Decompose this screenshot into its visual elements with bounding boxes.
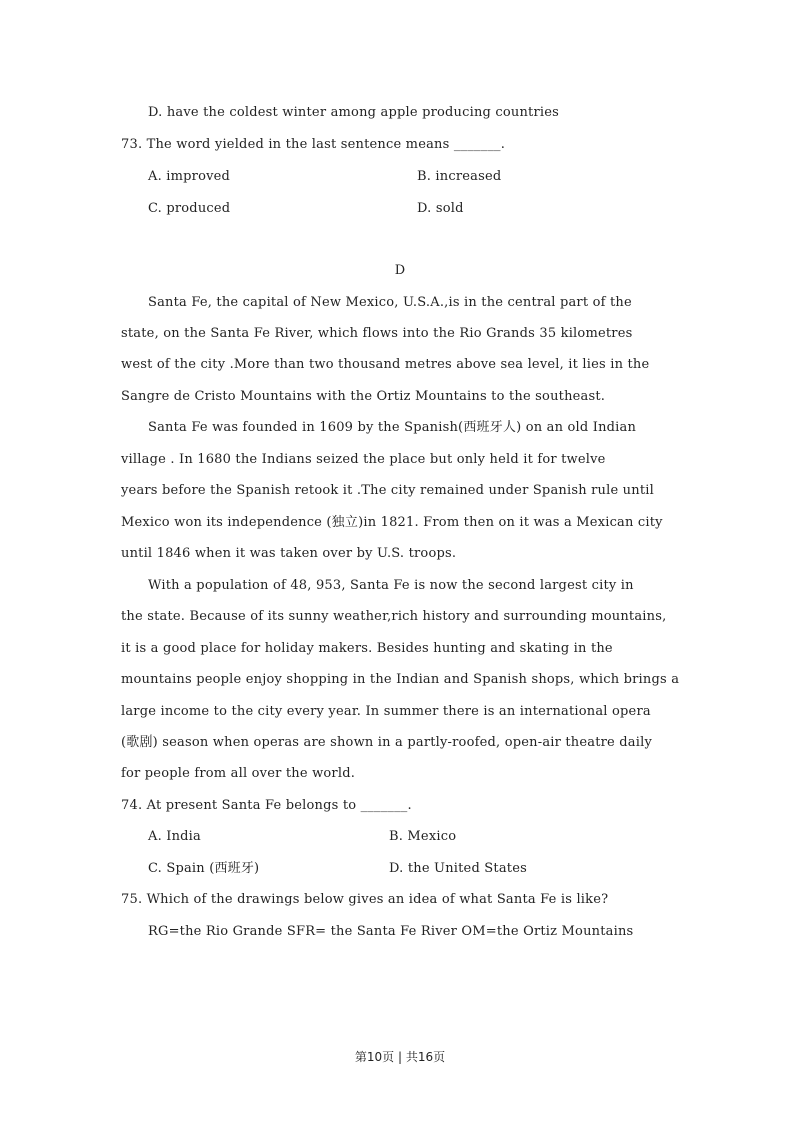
q72-option-d: D. have the coldest winter among apple producing countries — [148, 105, 560, 120]
passage-line: it is a good place for holiday makers. Besides hunting and skating in the — [121, 641, 613, 656]
passage-line: years before the Spanish retook it .The city remained under Spanish rule until — [121, 483, 654, 498]
q75-stem: 75. Which of the drawings below gives an idea of what Santa Fe is like? — [121, 892, 609, 907]
passage-line: the state. Because of its sunny weather,rich history and surrounding mountains, — [121, 609, 667, 624]
passage-line: village . In 1680 the Indians seized the place but only held it for twelve — [121, 452, 606, 467]
q75-note: RG=the Rio Grande SFR= the Santa Fe River OM=the Ortiz Mountains — [148, 924, 634, 939]
q73-stem: 73. The word yielded in the last sentence means _______. — [121, 137, 506, 152]
passage-line: until 1846 when it was taken over by U.S. troops. — [121, 546, 457, 561]
passage-line: Santa Fe was founded in 1609 by the Spanish(西班牙人) on an old Indian — [148, 420, 637, 435]
q74-option-a: A. India — [148, 829, 201, 844]
page-number: 第10页 | 共16页 — [354, 1050, 446, 1064]
q73-option-a: A. improved — [148, 169, 231, 184]
q74-option-b: B. Mexico — [389, 829, 457, 844]
q73-option-c: C. produced — [148, 201, 231, 216]
q74-option-d: D. the United States — [389, 861, 527, 876]
passage-line: for people from all over the world. — [121, 766, 356, 781]
q73-option-b: B. increased — [417, 169, 502, 184]
passage-line: mountains people enjoy shopping in the Indian and Spanish shops, which brings a — [121, 672, 680, 687]
passage-line: Santa Fe, the capital of New Mexico, U.S.A.,is in the central part of the — [148, 295, 632, 310]
q74-option-c: C. Spain (西班牙) — [148, 861, 260, 876]
q73-option-d: D. sold — [417, 201, 464, 216]
passage-line: With a population of 48, 953, Santa Fe is now the second largest city in — [148, 578, 634, 593]
passage-line: Mexico won its independence (独立)in 1821. From then on it was a Mexican city — [121, 515, 663, 530]
passage-line: (歌剧) season when operas are shown in a partly-roofed, open-air theatre daily — [121, 735, 653, 750]
passage-line: west of the city .More than two thousand metres above sea level, it lies in the — [121, 357, 650, 372]
passage-label: D — [394, 263, 406, 278]
passage-line: Sangre de Cristo Mountains with the Ortiz Mountains to the southeast. — [121, 389, 606, 404]
q74-stem: 74. At present Santa Fe belongs to _______. — [121, 798, 412, 813]
passage-line: large income to the city every year. In summer there is an international opera — [121, 704, 651, 719]
passage-line: state, on the Santa Fe River, which flows into the Rio Grands 35 kilometres — [121, 326, 633, 341]
